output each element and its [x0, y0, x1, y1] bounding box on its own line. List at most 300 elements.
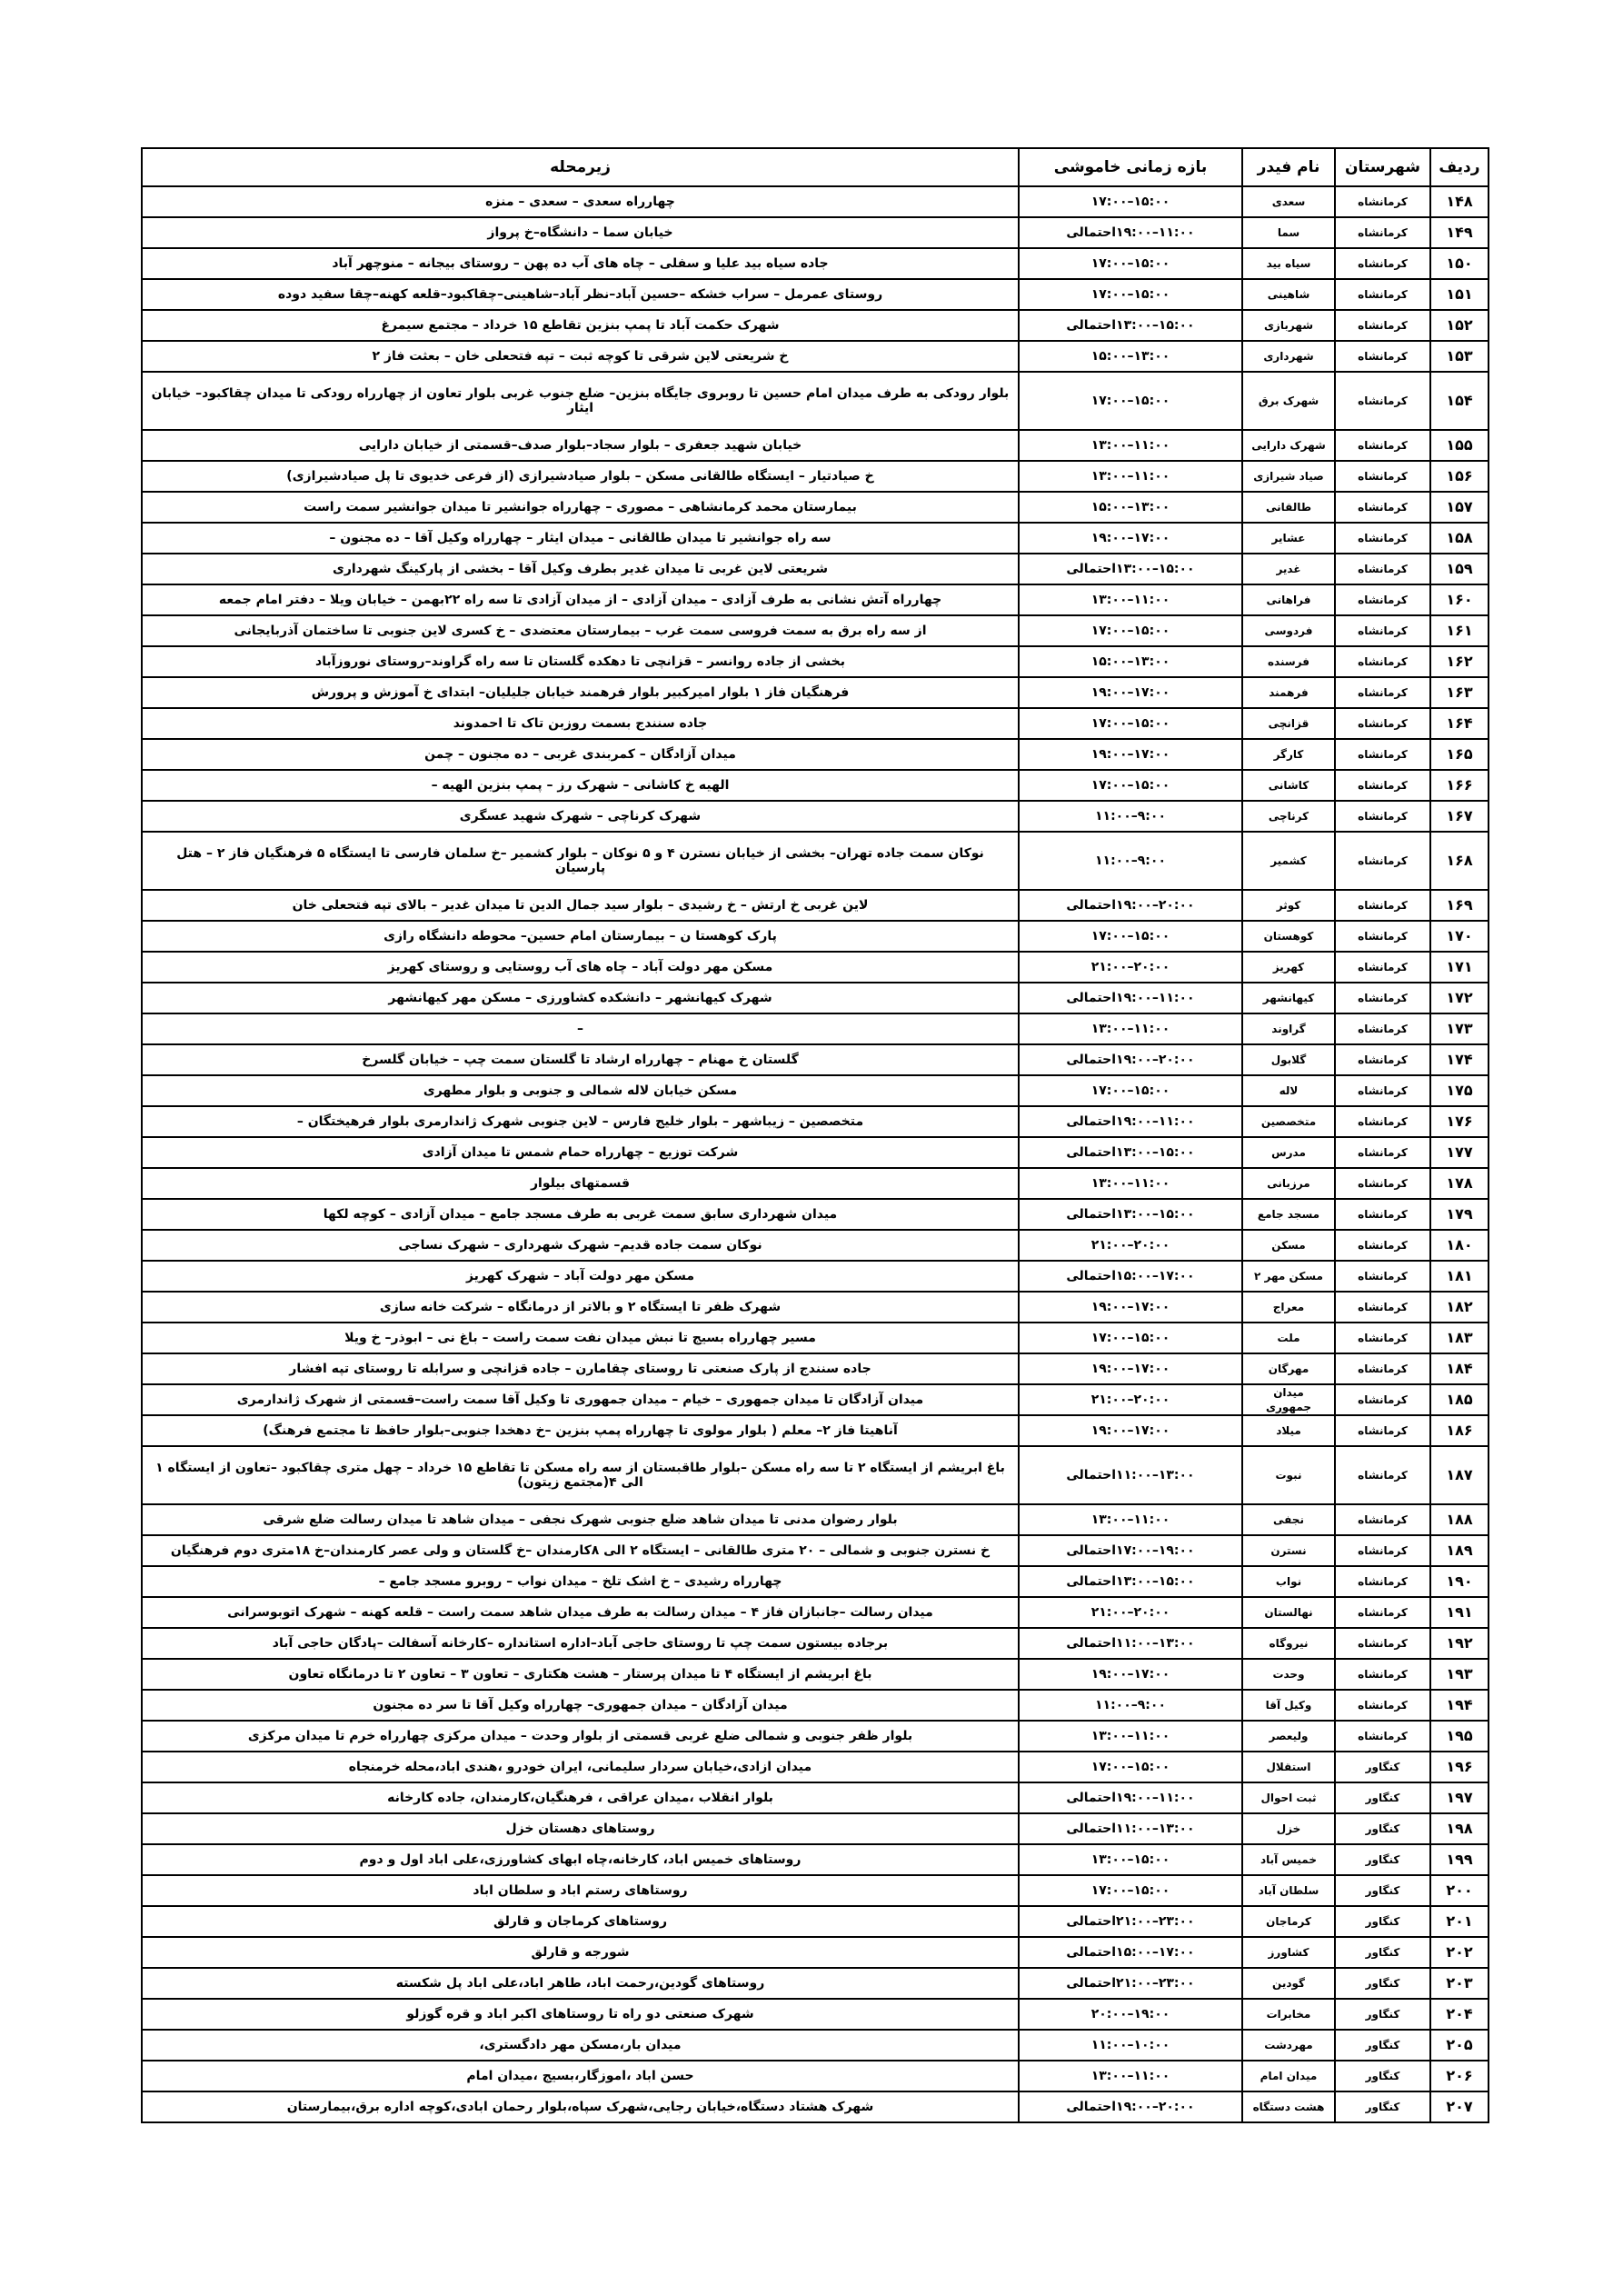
- row-city: کرمانشاه: [1335, 770, 1430, 801]
- row-city: کرمانشاه: [1335, 1597, 1430, 1628]
- row-area: قسمتهای بیلوار: [142, 1168, 1019, 1199]
- row-index: ۱۷۵: [1430, 1075, 1489, 1106]
- row-time: ۱۷:۰۰–۱۹:۰۰: [1019, 1292, 1242, 1323]
- row-feeder: غدیر: [1242, 554, 1335, 584]
- row-feeder: کشمیر: [1242, 832, 1335, 890]
- row-feeder: استقلال: [1242, 1752, 1335, 1782]
- row-time: ۲۳:۰۰–۲۱:۰۰احتمالی: [1019, 1968, 1242, 1999]
- row-city: کنگاور: [1335, 1937, 1430, 1968]
- row-index: ۱۹۵: [1430, 1721, 1489, 1752]
- row-city: کرمانشاه: [1335, 461, 1430, 492]
- row-index: ۱۷۶: [1430, 1106, 1489, 1137]
- table-row: [142, 1937, 1489, 1968]
- row-city: کرمانشاه: [1335, 1535, 1430, 1566]
- row-time: ۱۹:۰۰–۲۰:۰۰: [1019, 1999, 1242, 2030]
- table-row: [142, 2030, 1489, 2061]
- row-feeder: مخابرات: [1242, 1999, 1335, 2030]
- table-row: [142, 310, 1489, 341]
- row-area: شهرک صنعتی دو راه تا روستاهای اکبر اباد و قره گوزلو: [142, 1999, 1019, 2030]
- header-area: زیرمحله: [142, 148, 1019, 186]
- table-row: [142, 523, 1489, 554]
- row-feeder: مهردشت: [1242, 2030, 1335, 2061]
- table-row: [142, 1044, 1489, 1075]
- row-area: گلستان خ مهنام – چهارراه ارشاد تا گلستان سمت چپ – خیابان گلسرخ: [142, 1044, 1019, 1075]
- table-row: [142, 461, 1489, 492]
- row-index: ۱۶۵: [1430, 739, 1489, 770]
- table-row: [142, 832, 1489, 890]
- row-index: ۲۰۷: [1430, 2091, 1489, 2122]
- row-time: ۱۵:۰۰–۱۷:۰۰: [1019, 921, 1242, 952]
- row-time: ۱۵:۰۰–۱۷:۰۰: [1019, 279, 1242, 310]
- row-area: میدان آزادگان تا میدان جمهوری – خیام – میدان جمهوری تا وکیل آقا سمت راست–قسمتی از شهرک ژاندارمری: [142, 1384, 1019, 1415]
- row-index: ۱۴۸: [1430, 186, 1489, 217]
- row-feeder: مرزبانی: [1242, 1168, 1335, 1199]
- row-feeder: مسکن: [1242, 1230, 1335, 1261]
- row-index: ۱۸۴: [1430, 1353, 1489, 1384]
- table-row: [142, 2091, 1489, 2122]
- row-time: ۱۵:۰۰–۱۷:۰۰: [1019, 248, 1242, 279]
- row-area: روستاهای کرماجان و قارلق: [142, 1906, 1019, 1937]
- row-feeder: طالقانی: [1242, 492, 1335, 523]
- row-city: کرمانشاه: [1335, 279, 1430, 310]
- row-time: ۱۱:۰۰–۱۳:۰۰: [1019, 2061, 1242, 2091]
- row-feeder: مدرس: [1242, 1137, 1335, 1168]
- row-index: ۲۰۱: [1430, 1906, 1489, 1937]
- row-area: شورجه و قارلق: [142, 1937, 1019, 1968]
- row-feeder: کشاورز: [1242, 1937, 1335, 1968]
- row-city: کنگاور: [1335, 1782, 1430, 1813]
- row-city: کنگاور: [1335, 1813, 1430, 1844]
- row-city: کرمانشاه: [1335, 615, 1430, 646]
- table-row: [142, 801, 1489, 832]
- table-row: [142, 1721, 1489, 1752]
- row-time: ۱۵:۰۰–۱۷:۰۰: [1019, 186, 1242, 217]
- row-feeder: خمیس آباد: [1242, 1844, 1335, 1875]
- row-feeder: کوثر: [1242, 890, 1335, 921]
- row-city: کرمانشاه: [1335, 1446, 1430, 1504]
- table-row: [142, 983, 1489, 1013]
- row-area: شریعتی لاین غربی تا میدان غدیر بطرف وکیل آقا – بخشی از پارکینگ شهرداری: [142, 554, 1019, 584]
- row-feeder: میلاد: [1242, 1415, 1335, 1446]
- table-row: [142, 739, 1489, 770]
- row-index: ۱۷۲: [1430, 983, 1489, 1013]
- row-city: کرمانشاه: [1335, 430, 1430, 461]
- row-area: خ صیادتیار – ایستگاه طالقانی مسکن – بلوار صیادشیرازی (از فرعی خدیوی تا پل صیادشیرازی): [142, 461, 1019, 492]
- row-time: ۱۳:۰۰–۱۱:۰۰احتمالی: [1019, 1628, 1242, 1659]
- row-city: کرمانشاه: [1335, 1721, 1430, 1752]
- table-row: [142, 1446, 1489, 1504]
- row-area: خ شریعتی لاین شرقی تا کوچه ثبت – تپه فتحعلی خان – بعثت فاز ۲: [142, 341, 1019, 372]
- table-row: [142, 1230, 1489, 1261]
- row-feeder: خزل: [1242, 1813, 1335, 1844]
- row-area: چهارراه سعدی – سعدی – منزه: [142, 186, 1019, 217]
- row-index: ۱۶۷: [1430, 801, 1489, 832]
- table-row: [142, 1199, 1489, 1230]
- row-index: ۱۵۴: [1430, 372, 1489, 430]
- row-index: ۱۹۱: [1430, 1597, 1489, 1628]
- row-time: ۱۷:۰۰–۱۵:۰۰احتمالی: [1019, 1261, 1242, 1292]
- row-time: ۲۰:۰۰–۲۱:۰۰: [1019, 1230, 1242, 1261]
- row-index: ۱۷۷: [1430, 1137, 1489, 1168]
- row-time: ۱۷:۰۰–۱۹:۰۰: [1019, 1659, 1242, 1690]
- row-feeder: کیهانشهر: [1242, 983, 1335, 1013]
- row-area: روستای عمرمل – سراب خشکه –حسین آباد–نظر آباد–شاهینی–چقاکبود–قلعه کهنه–چقا سفید دوده: [142, 279, 1019, 310]
- row-city: کرمانشاه: [1335, 186, 1430, 217]
- table-row: [142, 217, 1489, 248]
- row-index: ۱۸۷: [1430, 1446, 1489, 1504]
- row-area: بیمارستان محمد کرمانشاهی – مصوری – چهارراه جوانشیر تا میدان جوانشیر سمت راست: [142, 492, 1019, 523]
- row-feeder: میدان جمهوری: [1242, 1384, 1335, 1415]
- row-index: ۱۹۳: [1430, 1659, 1489, 1690]
- row-index: ۱۸۹: [1430, 1535, 1489, 1566]
- row-feeder: مسجد جامع: [1242, 1199, 1335, 1230]
- row-area: مسکن خیابان لاله شمالی و جنوبی و بلوار مطهری: [142, 1075, 1019, 1106]
- table-row: [142, 615, 1489, 646]
- row-city: کنگاور: [1335, 2030, 1430, 2061]
- table-row: [142, 952, 1489, 983]
- row-city: کنگاور: [1335, 2061, 1430, 2091]
- row-time: ۱۰:۰۰–۱۱:۰۰: [1019, 2030, 1242, 2061]
- table-row: [142, 1292, 1489, 1323]
- row-city: کرمانشاه: [1335, 1384, 1430, 1415]
- row-area: میدان ازادی،خیابان سردار سلیمانی، ایران خودرو ،هندی اباد،محله خرمنجاه: [142, 1752, 1019, 1782]
- table-row: [142, 1597, 1489, 1628]
- row-time: ۱۱:۰۰–۱۳:۰۰: [1019, 1721, 1242, 1752]
- row-feeder: مسکن مهر ۲: [1242, 1261, 1335, 1292]
- row-feeder: وکیل آقا: [1242, 1690, 1335, 1721]
- row-feeder: فرهمند: [1242, 677, 1335, 708]
- row-city: کنگاور: [1335, 1999, 1430, 2030]
- row-time: ۱۱:۰۰–۱۳:۰۰: [1019, 461, 1242, 492]
- row-time: ۱۵:۰۰–۱۷:۰۰: [1019, 770, 1242, 801]
- row-city: کرمانشاه: [1335, 921, 1430, 952]
- row-feeder: کارگر: [1242, 739, 1335, 770]
- table-row: [142, 1628, 1489, 1659]
- row-area: شهرک کرناچی – شهرک شهید عسگری: [142, 801, 1019, 832]
- row-area: خیابان سما – دانشگاه–خ پرواز: [142, 217, 1019, 248]
- row-time: ۱۵:۰۰–۱۳:۰۰احتمالی: [1019, 554, 1242, 584]
- row-area: نوکان سمت جاده قدیم– شهرک شهرداری – شهرک نساجی: [142, 1230, 1019, 1261]
- row-index: ۲۰۲: [1430, 1937, 1489, 1968]
- row-index: ۱۴۹: [1430, 217, 1489, 248]
- row-city: کرمانشاه: [1335, 832, 1430, 890]
- row-city: کرمانشاه: [1335, 801, 1430, 832]
- row-area: سه راه جوانشیر تا میدان طالقانی – میدان ایثار – چهارراه وکیل آقا – ده مجنون –: [142, 523, 1019, 554]
- row-index: ۱۸۳: [1430, 1323, 1489, 1353]
- table-row: [142, 1782, 1489, 1813]
- row-index: ۱۶۲: [1430, 646, 1489, 677]
- row-area: خیابان شهید جعفری – بلوار سجاد–بلوار صدف–قسمتی از خیابان دارایی: [142, 430, 1019, 461]
- row-time: ۱۷:۰۰–۱۹:۰۰: [1019, 677, 1242, 708]
- row-city: کرمانشاه: [1335, 1199, 1430, 1230]
- row-area: روستاهای رستم اباد و سلطان اباد: [142, 1875, 1019, 1906]
- row-time: ۱۳:۰۰–۱۱:۰۰احتمالی: [1019, 1813, 1242, 1844]
- row-city: کرمانشاه: [1335, 217, 1430, 248]
- row-city: کرمانشاه: [1335, 646, 1430, 677]
- row-city: کنگاور: [1335, 1906, 1430, 1937]
- row-feeder: نسترن: [1242, 1535, 1335, 1566]
- row-city: کرمانشاه: [1335, 372, 1430, 430]
- row-city: کرمانشاه: [1335, 341, 1430, 372]
- row-city: کرمانشاه: [1335, 584, 1430, 615]
- row-city: کرمانشاه: [1335, 310, 1430, 341]
- row-index: ۲۰۰: [1430, 1875, 1489, 1906]
- row-area: جاده سنندج از پارک صنعتی تا روستای چقامارن – جاده قزانچی و سرابله تا روستای تپه افشار: [142, 1353, 1019, 1384]
- row-time: ۱۵:۰۰–۱۳:۰۰احتمالی: [1019, 1137, 1242, 1168]
- row-feeder: معراج: [1242, 1292, 1335, 1323]
- row-city: کرمانشاه: [1335, 1230, 1430, 1261]
- row-time: ۱۵:۰۰–۱۳:۰۰احتمالی: [1019, 1566, 1242, 1597]
- row-feeder: هشت دستگاه: [1242, 2091, 1335, 2122]
- header-feeder: نام فیدر: [1242, 148, 1335, 186]
- row-index: ۱۶۸: [1430, 832, 1489, 890]
- row-area: مسیر چهارراه بسیج تا نبش میدان نفت سمت راست – باغ نی – ابوذر– خ ویلا: [142, 1323, 1019, 1353]
- row-index: ۱۵۱: [1430, 279, 1489, 310]
- row-area: متخصصین – زیباشهر – بلوار خلیج فارس – لاین جنوبی شهرک ژاندارمری بلوار فرهیختگان –: [142, 1106, 1019, 1137]
- row-time: ۱۱:۰۰–۱۳:۰۰: [1019, 1013, 1242, 1044]
- row-index: ۱۷۴: [1430, 1044, 1489, 1075]
- header-index: ردیف: [1430, 148, 1489, 186]
- row-city: کرمانشاه: [1335, 492, 1430, 523]
- row-feeder: گراوند: [1242, 1013, 1335, 1044]
- row-feeder: کاشانی: [1242, 770, 1335, 801]
- row-area: بلوار رضوان مدنی تا میدان شاهد ضلع جنوبی شهرک نجفی – میدان شاهد تا میدان رسالت ضلع شرقی: [142, 1504, 1019, 1535]
- table-row: [142, 1813, 1489, 1844]
- header-row: [142, 148, 1489, 186]
- row-area: برجاده بیستون سمت چپ تا روستای حاجی آباد–اداره استانداره –کارخانه آسفالت –پادگان حاجی آباد: [142, 1628, 1019, 1659]
- row-feeder: قزانچی: [1242, 708, 1335, 739]
- table-row: [142, 890, 1489, 921]
- row-feeder: نهالستان: [1242, 1597, 1335, 1628]
- row-area: میدان رسالت –جانبازان فاز ۴ – میدان رسالت به طرف میدان شاهد سمت راست – قلعه کهنه – شهرک اتوبوسرانی: [142, 1597, 1019, 1628]
- row-area: شهرک کیهانشهر – دانشکده کشاورزی – مسکن مهر کیهانشهر: [142, 983, 1019, 1013]
- table-row: [142, 1168, 1489, 1199]
- row-time: ۲۰:۰۰–۱۹:۰۰احتمالی: [1019, 2091, 1242, 2122]
- row-time: ۲۰:۰۰–۱۹:۰۰احتمالی: [1019, 890, 1242, 921]
- row-time: ۱۵:۰۰–۱۷:۰۰: [1019, 1875, 1242, 1906]
- row-feeder: شهرداری: [1242, 341, 1335, 372]
- row-index: ۱۵۲: [1430, 310, 1489, 341]
- row-time: ۲۰:۰۰–۲۱:۰۰: [1019, 1384, 1242, 1415]
- row-time: ۱۱:۰۰–۱۹:۰۰احتمالی: [1019, 1782, 1242, 1813]
- table-row: [142, 1999, 1489, 2030]
- row-time: ۱۱:۰۰–۱۳:۰۰: [1019, 1168, 1242, 1199]
- row-index: ۱۸۶: [1430, 1415, 1489, 1446]
- row-city: کرمانشاه: [1335, 739, 1430, 770]
- row-feeder: گودین: [1242, 1968, 1335, 1999]
- row-area: –: [142, 1013, 1019, 1044]
- row-index: ۱۵۳: [1430, 341, 1489, 372]
- table-row: [142, 1659, 1489, 1690]
- row-index: ۱۷۳: [1430, 1013, 1489, 1044]
- row-area: نوکان سمت جاده تهران– بخشی از خیابان نسترن ۴ و ۵ نوکان – بلوار کشمیر –خ سلمان فارسی تا ایستگاه ۵ فرهنگیان فاز ۲ – هتل پارسیان: [142, 832, 1019, 890]
- row-area: از سه راه برق به سمت فروسی سمت غرب – بیمارستان معتضدی – خ کسری لاین جنوبی تا ساختمان آذربایجانی: [142, 615, 1019, 646]
- row-feeder: گلابول: [1242, 1044, 1335, 1075]
- row-time: ۱۷:۰۰–۱۹:۰۰: [1019, 1353, 1242, 1384]
- row-index: ۱۸۰: [1430, 1230, 1489, 1261]
- row-time: ۱۵:۰۰–۱۷:۰۰: [1019, 708, 1242, 739]
- row-area: باغ ابریشم از ایستگاه ۴ تا میدان پرستار – هشت هکتاری – تعاون ۳ – تعاون ۲ تا درمانگاه تعاون: [142, 1659, 1019, 1690]
- row-time: ۱۳:۰۰–۱۵:۰۰: [1019, 646, 1242, 677]
- row-time: ۱۱:۰۰–۱۳:۰۰: [1019, 430, 1242, 461]
- table-row: [142, 708, 1489, 739]
- row-city: کرمانشاه: [1335, 1168, 1430, 1199]
- row-feeder: میدان امام: [1242, 2061, 1335, 2091]
- row-area: فرهنگیان فاز ۱ بلوار امیرکبیر بلوار فرهمند خیابان جلیلیان– ابتدای خ آموزش و پرورش: [142, 677, 1019, 708]
- row-area: بخشی از جاده روانسر – قزانچی تا دهکده گلستان تا سه راه گراوند–روستای نوروزآباد: [142, 646, 1019, 677]
- header-time: بازه زمانی خاموشی: [1019, 148, 1242, 186]
- row-index: ۱۷۸: [1430, 1168, 1489, 1199]
- row-city: کرمانشاه: [1335, 1415, 1430, 1446]
- table-row: [142, 921, 1489, 952]
- row-area: روستاهای گودین،رحمت اباد، طاهر اباد،علی اباد پل شکسته: [142, 1968, 1019, 1999]
- row-area: شهرک حکمت آباد تا پمپ بنزین تقاطع ۱۵ خرداد – مجتمع سیمرغ: [142, 310, 1019, 341]
- row-index: ۱۹۸: [1430, 1813, 1489, 1844]
- table-row: [142, 492, 1489, 523]
- row-index: ۱۵۸: [1430, 523, 1489, 554]
- row-area: میدان آزادگان – کمربندی غربی – ده مجنون – چمن: [142, 739, 1019, 770]
- table-row: [142, 770, 1489, 801]
- row-area: مسکن مهر دولت آباد – شهرک کهریز: [142, 1261, 1019, 1292]
- row-feeder: وحدت: [1242, 1659, 1335, 1690]
- table-row: [142, 1906, 1489, 1937]
- row-time: ۱۷:۰۰–۱۹:۰۰: [1019, 739, 1242, 770]
- table-row: [142, 186, 1489, 217]
- row-feeder: شهرک برق: [1242, 372, 1335, 430]
- row-area: بلوار رودکی به طرف میدان امام حسین تا روبروی جایگاه بنزین– ضلع جنوب غربی بلوار تعاون از چهارراه رودکی تا میدان چقاکبود– خیابان ایثار: [142, 372, 1019, 430]
- row-time: ۹:۰۰–۱۱:۰۰: [1019, 801, 1242, 832]
- header-city: شهرستان: [1335, 148, 1430, 186]
- row-index: ۱۸۵: [1430, 1384, 1489, 1415]
- row-feeder: مهرگان: [1242, 1353, 1335, 1384]
- row-city: کرمانشاه: [1335, 677, 1430, 708]
- row-index: ۲۰۳: [1430, 1968, 1489, 1999]
- row-time: ۲۰:۰۰–۲۱:۰۰: [1019, 1597, 1242, 1628]
- row-index: ۱۹۹: [1430, 1844, 1489, 1875]
- row-index: ۱۵۵: [1430, 430, 1489, 461]
- row-area: حسن اباد ،اموزگار،بسیج ،میدان امام: [142, 2061, 1019, 2091]
- table-row: [142, 1752, 1489, 1782]
- table-row: [142, 1875, 1489, 1906]
- row-city: کنگاور: [1335, 1968, 1430, 1999]
- row-area: روستاهای دهستان خزل: [142, 1813, 1019, 1844]
- row-feeder: نجفی: [1242, 1504, 1335, 1535]
- table-row: [142, 1535, 1489, 1566]
- table-row: [142, 646, 1489, 677]
- table-row: [142, 1013, 1489, 1044]
- row-time: ۱۵:۰۰–۱۳:۰۰احتمالی: [1019, 1199, 1242, 1230]
- row-feeder: ملت: [1242, 1323, 1335, 1353]
- row-index: ۱۶۹: [1430, 890, 1489, 921]
- row-time: ۲۳:۰۰–۲۱:۰۰احتمالی: [1019, 1906, 1242, 1937]
- row-index: ۱۹۶: [1430, 1752, 1489, 1782]
- row-city: کرمانشاه: [1335, 1106, 1430, 1137]
- table-row: [142, 248, 1489, 279]
- row-feeder: شاهینی: [1242, 279, 1335, 310]
- table-row: [142, 1075, 1489, 1106]
- table-row: [142, 1690, 1489, 1721]
- row-index: ۲۰۶: [1430, 2061, 1489, 2091]
- table-row: [142, 554, 1489, 584]
- row-city: کرمانشاه: [1335, 1044, 1430, 1075]
- row-index: ۱۵۹: [1430, 554, 1489, 584]
- table-row: [142, 1261, 1489, 1292]
- row-index: ۱۹۲: [1430, 1628, 1489, 1659]
- row-area: چهارراه رشیدی – خ اشک تلخ – میدان نواب – روبرو مسجد جامع –: [142, 1566, 1019, 1597]
- row-area: روستاهای خمیس اباد، کارخانه،چاه ابهای کشاورزی،علی اباد اول و دوم: [142, 1844, 1019, 1875]
- row-time: ۱۹:۰۰–۱۷:۰۰احتمالی: [1019, 1535, 1242, 1566]
- row-time: ۱۵:۰۰–۱۷:۰۰: [1019, 372, 1242, 430]
- row-time: ۲۰:۰۰–۲۱:۰۰: [1019, 952, 1242, 983]
- row-feeder: کهریز: [1242, 952, 1335, 983]
- row-time: ۱۵:۰۰–۱۷:۰۰: [1019, 615, 1242, 646]
- table-row: [142, 279, 1489, 310]
- row-city: کرمانشاه: [1335, 1075, 1430, 1106]
- row-feeder: شهربازی: [1242, 310, 1335, 341]
- row-time: ۹:۰۰–۱۱:۰۰: [1019, 1690, 1242, 1721]
- row-feeder: لاله: [1242, 1075, 1335, 1106]
- row-time: ۱۵:۰۰–۱۳:۰۰احتمالی: [1019, 310, 1242, 341]
- row-index: ۲۰۵: [1430, 2030, 1489, 2061]
- row-area: آناهیتا فاز ۲– معلم ( بلوار مولوی تا چهارراه پمپ بنزین –خ دهخدا جنوبی–بلوار حافظ تا مجتمع فرهنگ): [142, 1415, 1019, 1446]
- table-row: [142, 677, 1489, 708]
- row-index: ۱۶۱: [1430, 615, 1489, 646]
- row-city: کرمانشاه: [1335, 1013, 1430, 1044]
- row-feeder: فراهانی: [1242, 584, 1335, 615]
- row-time: ۱۵:۰۰–۱۳:۰۰: [1019, 1844, 1242, 1875]
- row-city: کرمانشاه: [1335, 983, 1430, 1013]
- table-row: [142, 1353, 1489, 1384]
- row-time: ۱۱:۰۰–۱۹:۰۰احتمالی: [1019, 983, 1242, 1013]
- table-row: [142, 1323, 1489, 1353]
- row-area: باغ ابریشم از ایستگاه ۲ تا سه راه مسکن –بلوار طاقبستان از سه راه مسکن تا تقاطع ۱۵ خرداد – چهل متری چقاکبود –تعاون از ایستگاه ۱ الی ۴(مجتمع زیتون): [142, 1446, 1019, 1504]
- row-index: ۱۹۷: [1430, 1782, 1489, 1813]
- table-row: [142, 1384, 1489, 1415]
- row-index: ۱۸۸: [1430, 1504, 1489, 1535]
- row-city: کرمانشاه: [1335, 1504, 1430, 1535]
- row-time: ۲۰:۰۰–۱۹:۰۰احتمالی: [1019, 1044, 1242, 1075]
- row-index: ۱۶۰: [1430, 584, 1489, 615]
- outage-schedule-sheet: [141, 147, 1489, 2123]
- row-feeder: سما: [1242, 217, 1335, 248]
- row-city: کنگاور: [1335, 2091, 1430, 2122]
- table-row: [142, 341, 1489, 372]
- row-index: ۱۶۳: [1430, 677, 1489, 708]
- row-area: مسکن مهر دولت آباد – چاه های آب روستایی و روستای کهریز: [142, 952, 1019, 983]
- row-city: کرمانشاه: [1335, 248, 1430, 279]
- row-area: چهارراه آتش نشانی به طرف آزادی – میدان آزادی – از میدان آزادی تا سه راه ۲۲بهمن – خیابان ویلا – دفتر امام جمعه: [142, 584, 1019, 615]
- row-feeder: ثبت احوال: [1242, 1782, 1335, 1813]
- row-feeder: متخصصین: [1242, 1106, 1335, 1137]
- table-row: [142, 372, 1489, 430]
- row-feeder: عشایر: [1242, 523, 1335, 554]
- row-index: ۱۸۲: [1430, 1292, 1489, 1323]
- row-city: کرمانشاه: [1335, 1323, 1430, 1353]
- row-index: ۱۵۷: [1430, 492, 1489, 523]
- row-city: کنگاور: [1335, 1844, 1430, 1875]
- row-city: کرمانشاه: [1335, 1137, 1430, 1168]
- table-body: [142, 186, 1489, 2122]
- row-index: ۱۷۱: [1430, 952, 1489, 983]
- row-feeder: شهرک دارایی: [1242, 430, 1335, 461]
- table-row: [142, 1106, 1489, 1137]
- row-area: بلوار ظفر جنوبی و شمالی ضلع غربی قسمتی از بلوار وحدت – میدان مرکزی چهارراه خرم تا میدان مرکزی: [142, 1721, 1019, 1752]
- row-index: ۱۵۶: [1430, 461, 1489, 492]
- row-city: کرمانشاه: [1335, 952, 1430, 983]
- row-feeder: صیاد شیرازی: [1242, 461, 1335, 492]
- row-area: شهرک هشتاد دستگاه،خیابان رجایی،شهرک سپاه،بلوار رحمان ابادی،کوچه اداره برق،بیمارستان: [142, 2091, 1019, 2122]
- row-index: ۱۹۰: [1430, 1566, 1489, 1597]
